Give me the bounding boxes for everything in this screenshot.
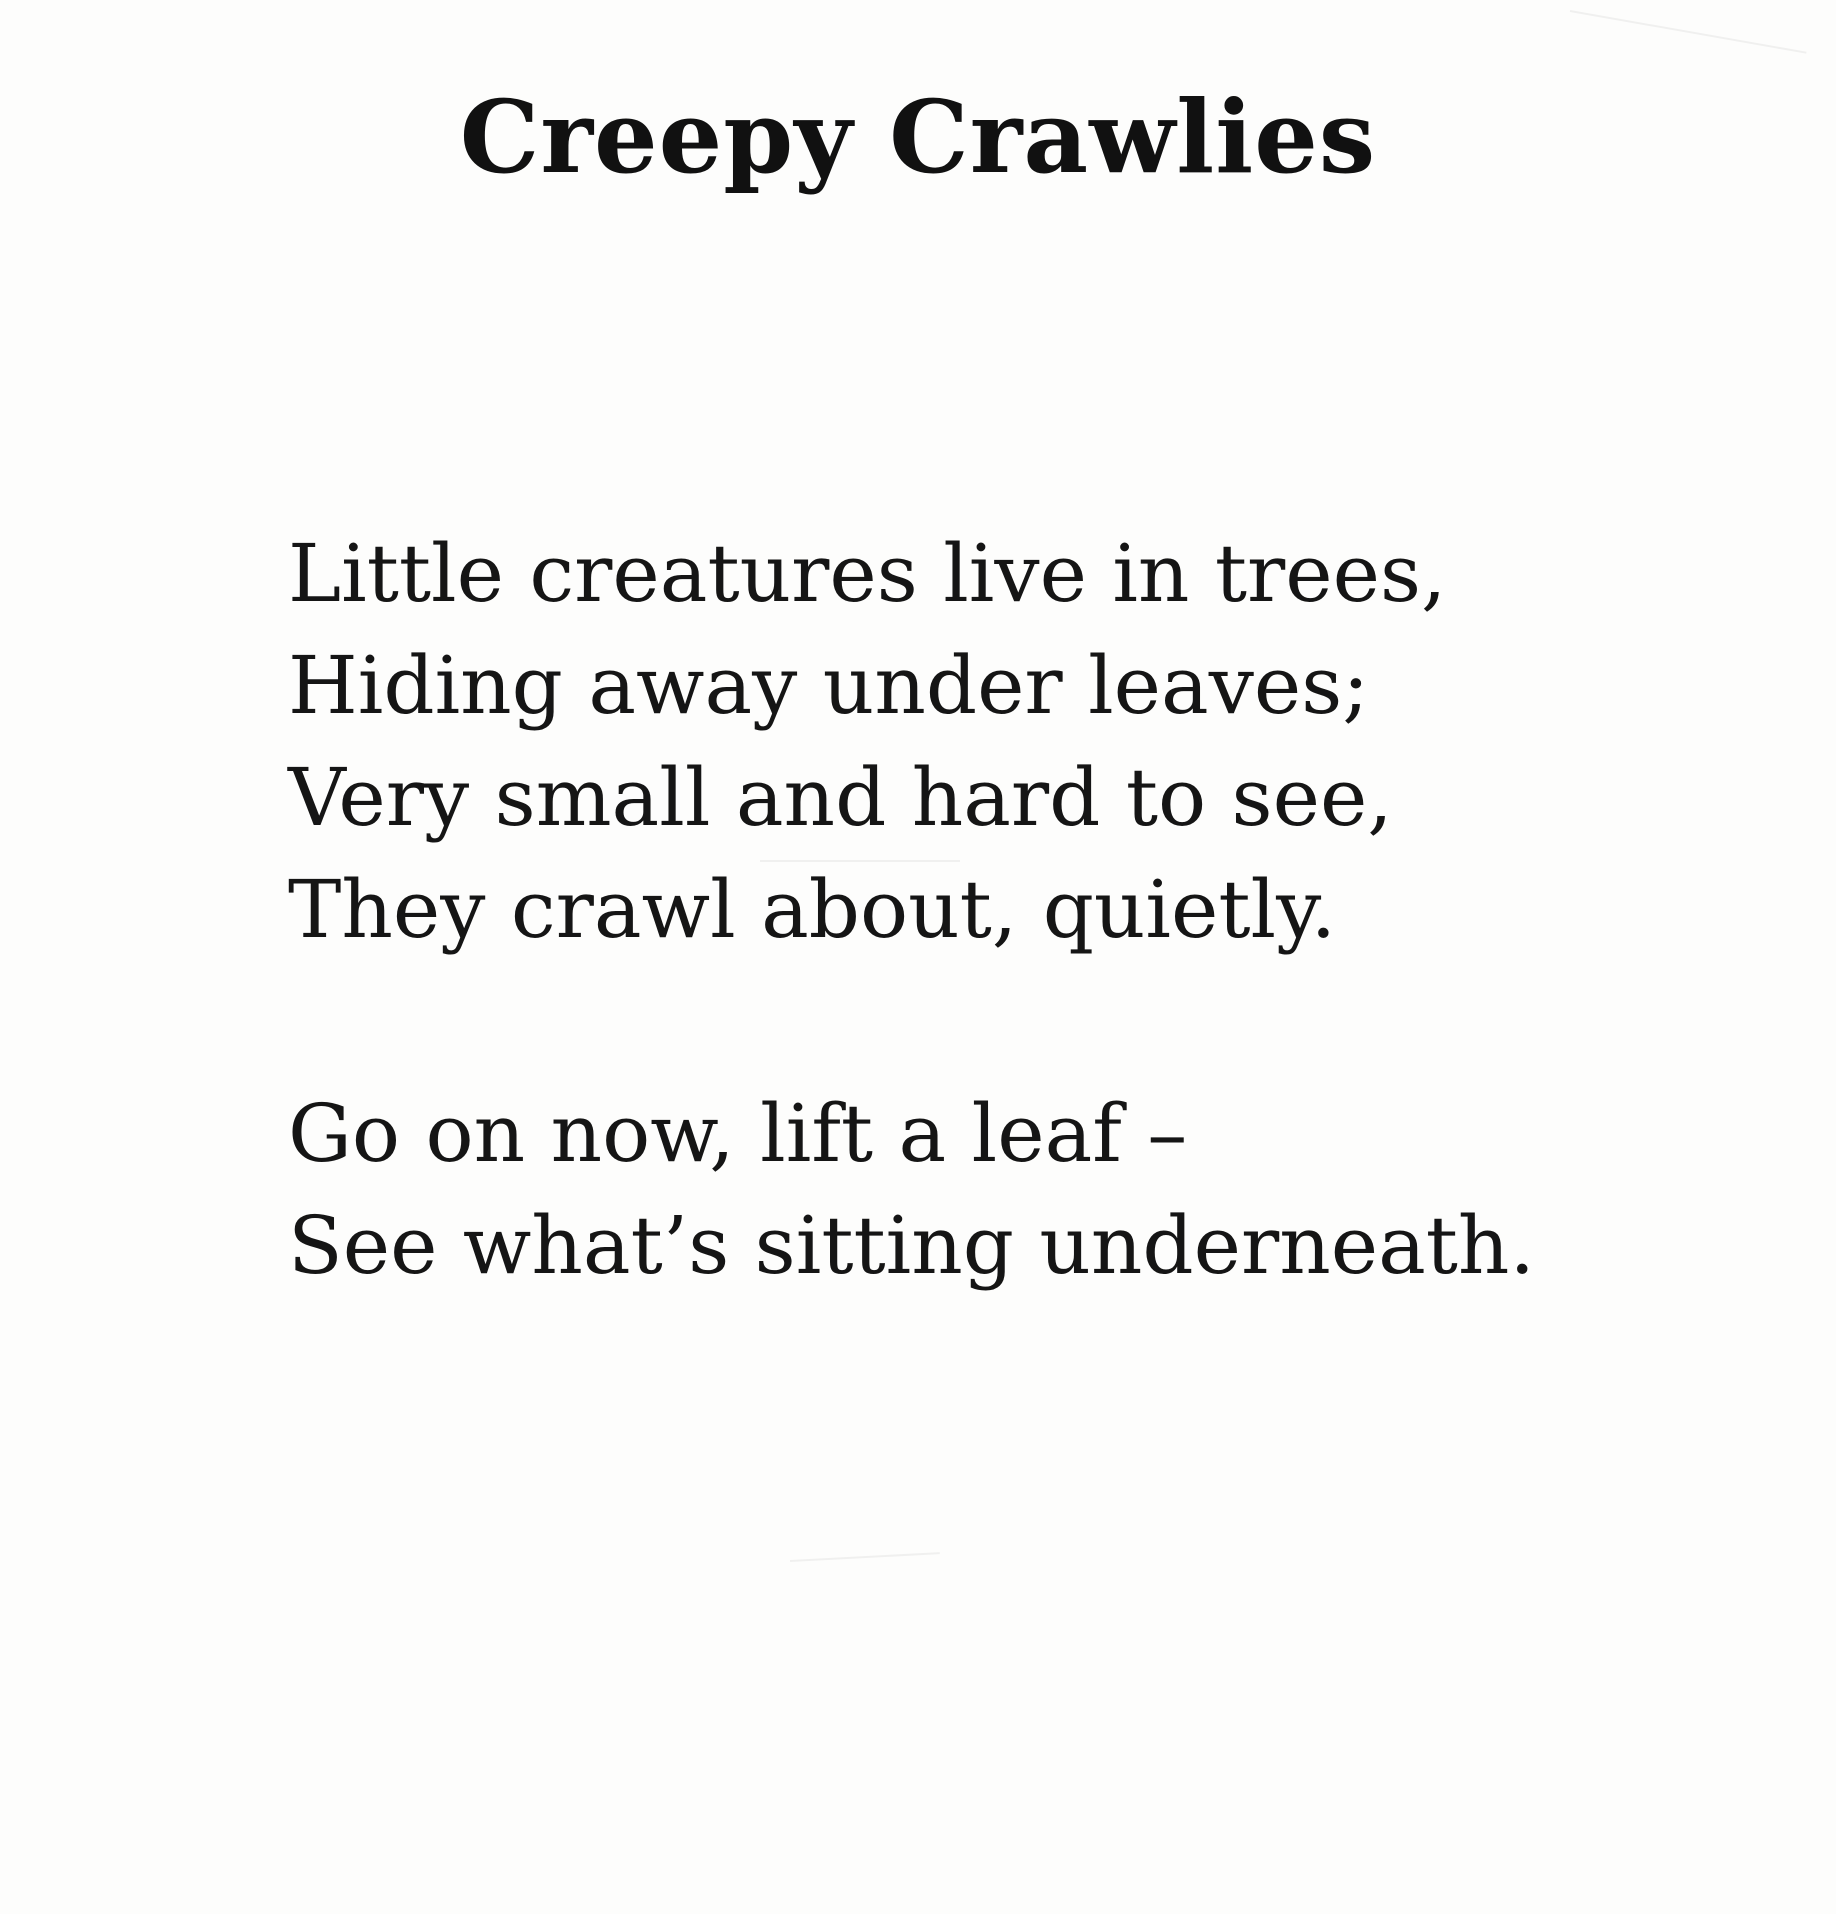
stanza-1 (288, 518, 1728, 966)
poem-line: They crawl about, quietly. (288, 863, 1337, 956)
paper-scuff (1570, 10, 1807, 54)
poem-line: Go on now, lift a leaf – (288, 1087, 1188, 1180)
poem-line: Very small and hard to see, (288, 751, 1393, 844)
poem-body (288, 518, 1728, 1302)
stanza-2 (288, 1078, 1728, 1302)
poem-line: See what’s sitting underneath. (288, 1199, 1535, 1292)
paper-scuff (790, 1552, 940, 1562)
poem-line: Little creatures live in trees, (288, 527, 1447, 620)
poem-title: Creepy Crawlies (459, 78, 1377, 196)
poem-line: Hiding away under leaves; (288, 639, 1370, 732)
